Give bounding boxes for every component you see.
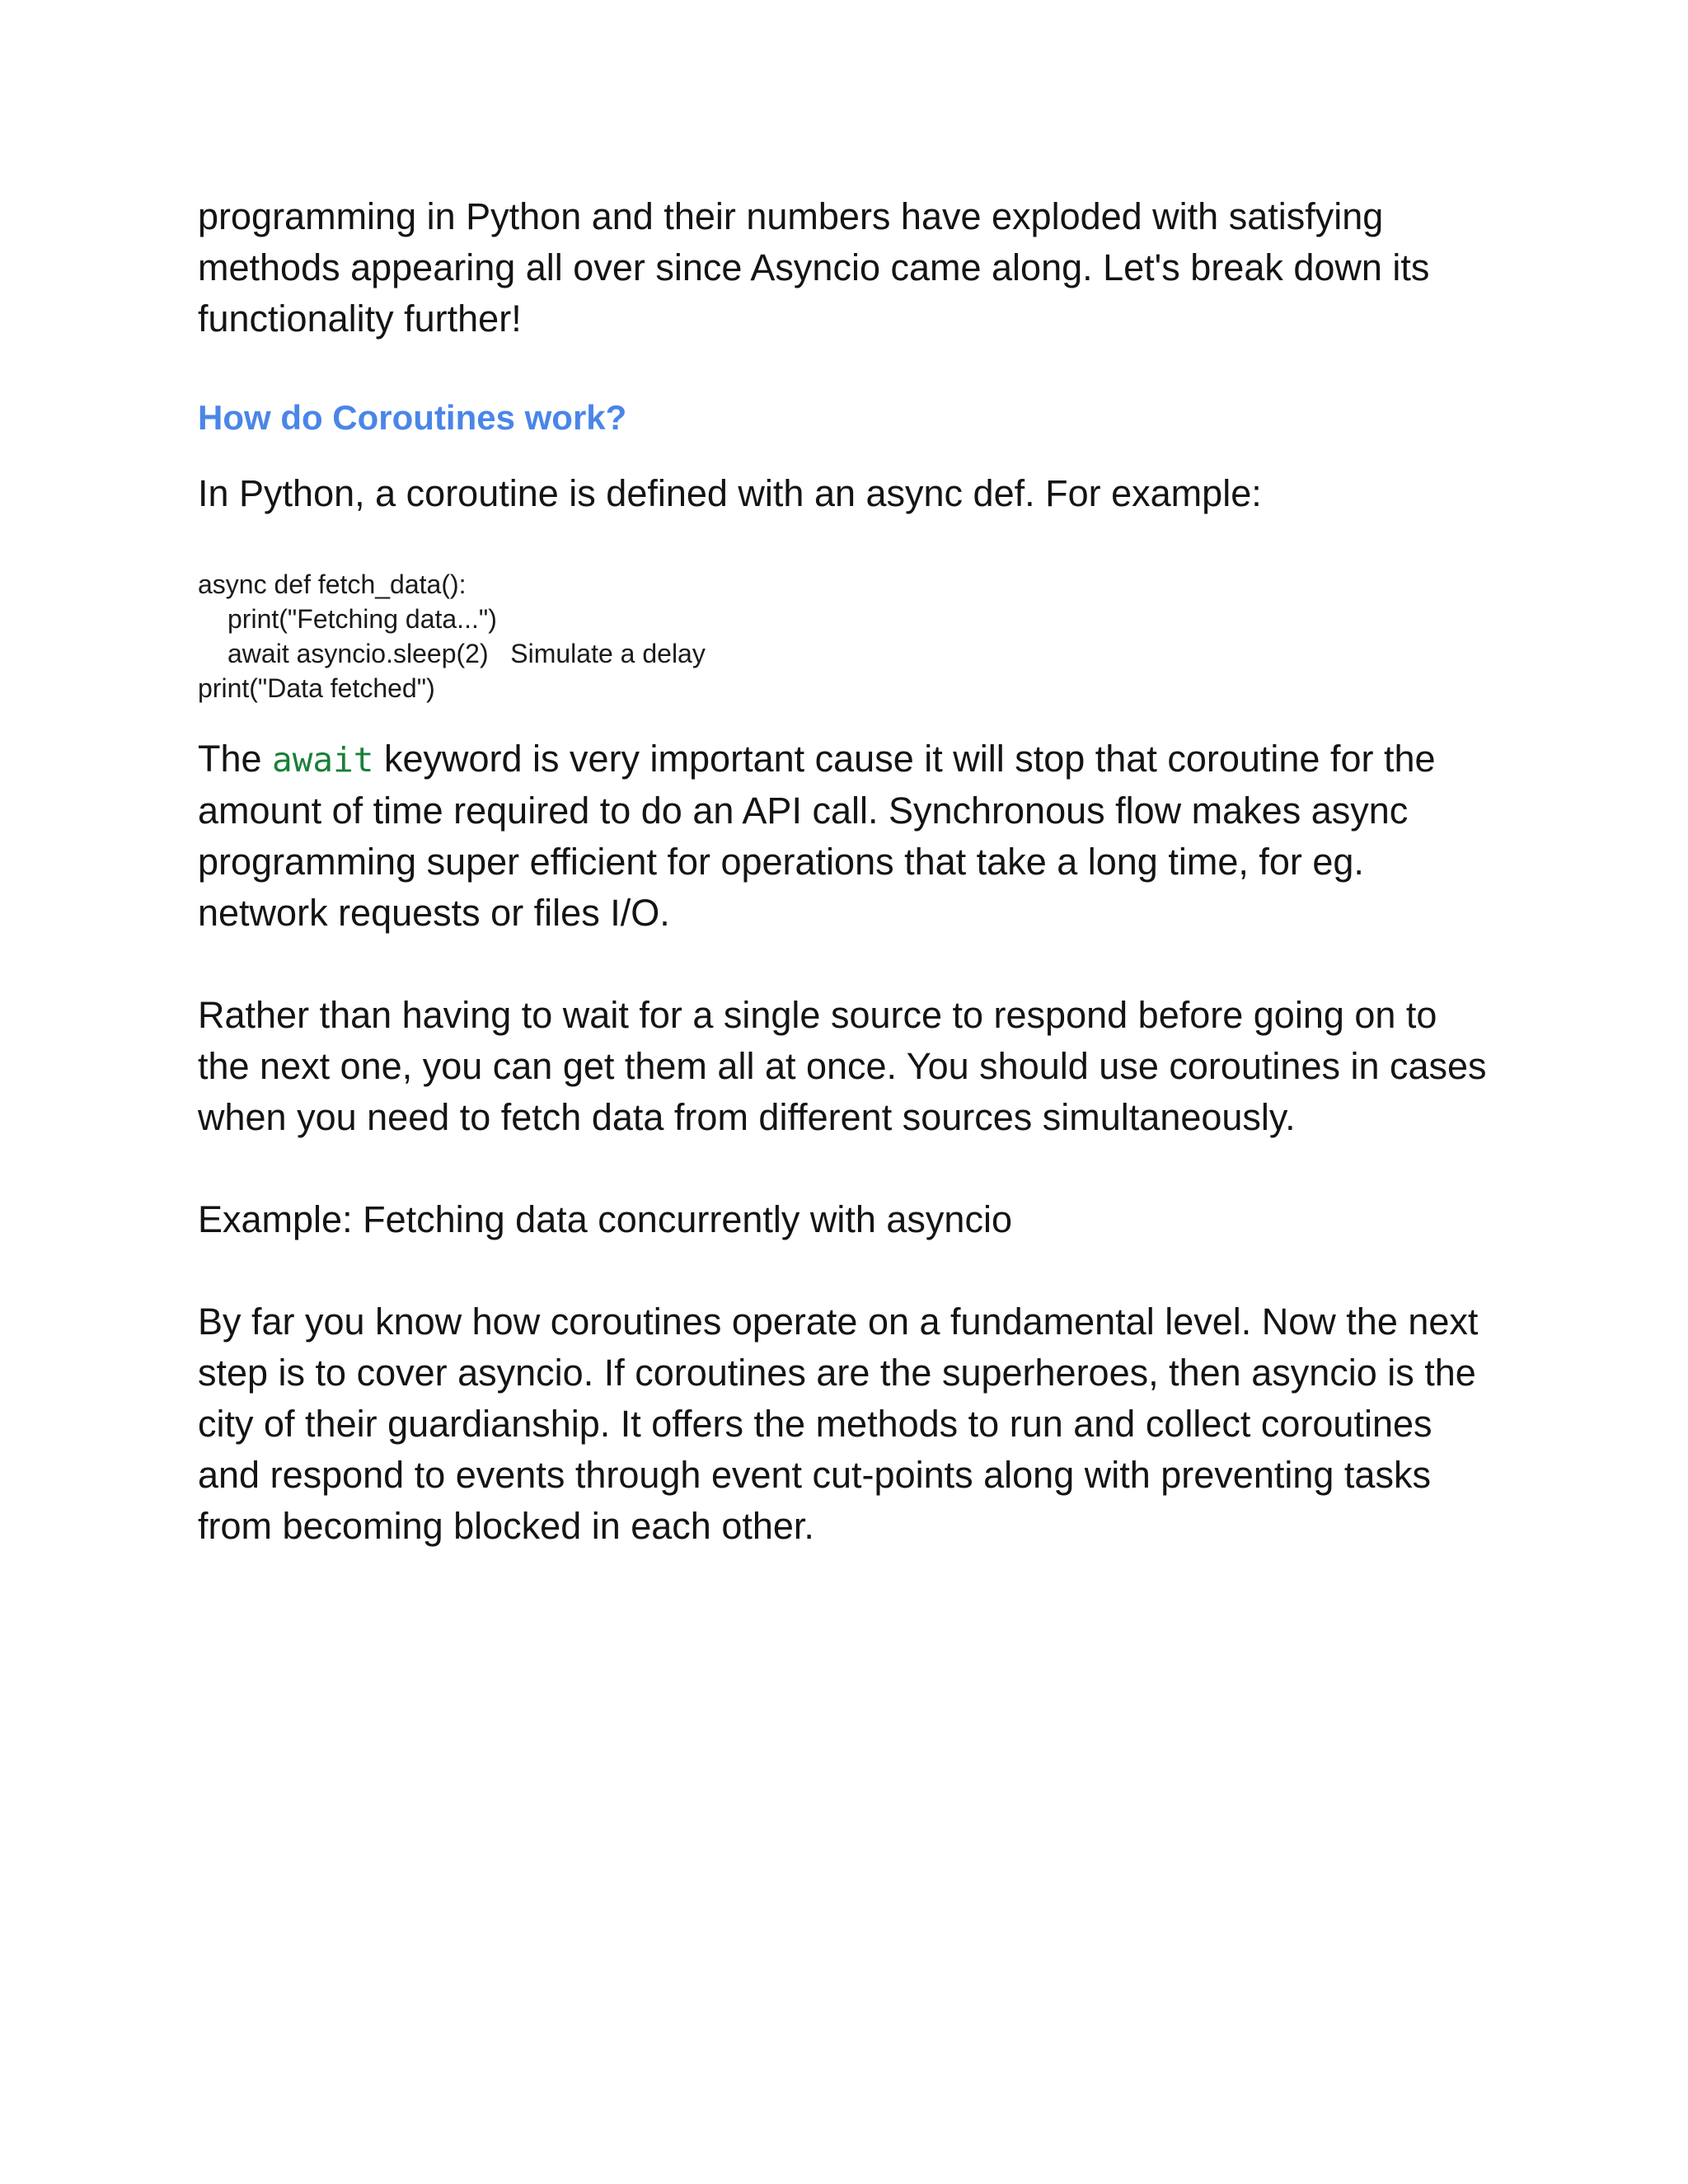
byfar-line-1: By far you know how coroutines operate on a fundamental level. Now the next [198,1301,1479,1343]
intro-paragraph [198,191,1500,344]
spacer [198,443,1500,468]
byfar-paragraph [198,1296,1500,1552]
await-inline-code: await [272,740,374,780]
spacer [198,1245,1500,1296]
await-line-4: network requests or files I/O. [198,892,670,934]
rather-line-2: the next one, you can get them all at once. You should use coroutines in cases [198,1045,1487,1087]
await-prefix: The [198,738,273,780]
code-line: await asyncio.sleep(2) Simulate a delay [227,639,706,668]
coroutine-intro-paragraph: In Python, a coroutine is defined with an async def. For example: [198,472,1262,514]
spacer [198,705,1500,733]
byfar-line-3: city of their guardianship. It offers the methods to run and collect coroutines [198,1403,1432,1445]
code-block [198,567,1500,705]
byfar-line-5: from becoming blocked in each other. [198,1505,814,1547]
code-line: async def fetch_data(): [198,569,467,599]
rather-line-3: when you need to fetch data from different sources simultaneously. [198,1096,1296,1138]
spacer [198,519,1500,567]
code-line: print("Data fetched") [198,673,435,703]
spacer [198,1143,1500,1194]
rather-paragraph [198,990,1500,1143]
byfar-line-4: and respond to events through event cut-points along with preventing tasks [198,1454,1431,1496]
await-line-3: programming super efficient for operations that take a long time, for eg. [198,841,1364,883]
document-body [198,191,1500,1552]
byfar-line-2: step is to cover asyncio. If coroutines are the superheroes, then asyncio is the [198,1352,1476,1394]
section-heading: How do Coroutines work? [198,398,627,437]
code-line: print("Fetching data...") [227,604,497,634]
spacer [198,939,1500,990]
intro-line-1: programming in Python and their numbers have exploded with satisfying [198,195,1384,237]
intro-line-3: functionality further! [198,298,522,340]
example-line: Example: Fetching data concurrently with asyncio [198,1198,1012,1240]
await-line-2: amount of time required to do an API call. Synchronous flow makes async [198,790,1409,832]
await-line-1-rest: keyword is very important cause it will stop that coroutine for the [373,738,1436,780]
intro-line-2: methods appearing all over since Asyncio came along. Let's break down its [198,246,1430,288]
rather-line-1: Rather than having to wait for a single source to respond before going on to [198,994,1437,1036]
spacer [198,344,1500,392]
await-paragraph [198,733,1500,939]
